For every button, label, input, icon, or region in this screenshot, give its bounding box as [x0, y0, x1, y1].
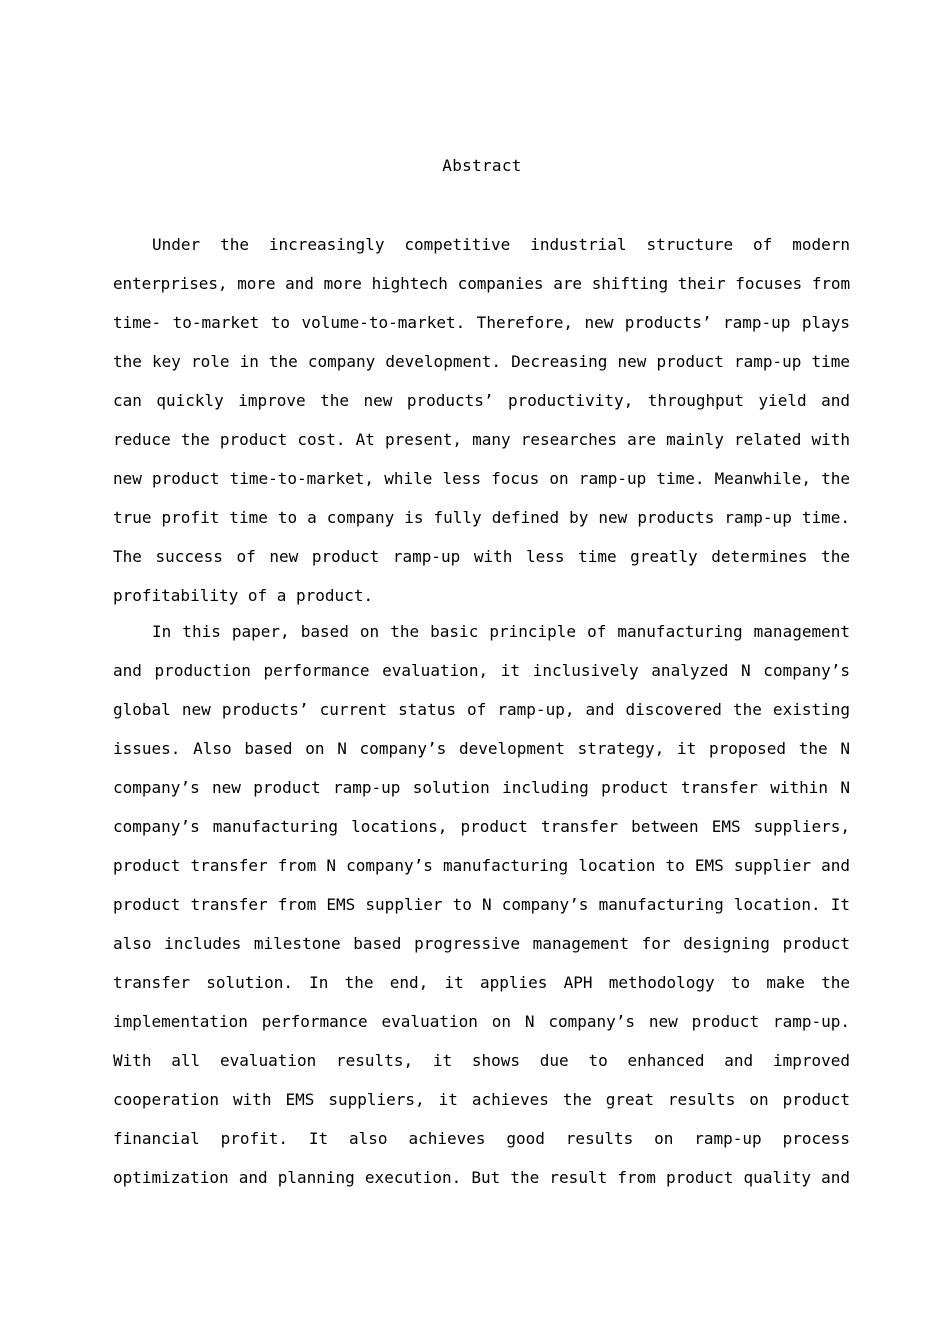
text-line: transfer solution. In the end, it applies APH methodology to make the	[113, 973, 850, 992]
text-line: global new products’ current status of ramp-up, and discovered the existing	[113, 700, 850, 719]
text-line: In this paper, based on the basic principle of manufacturing management	[152, 622, 850, 641]
text-line: optimization and planning execution. But the result from product quality and	[113, 1168, 850, 1187]
text-line: and production performance evaluation, it inclusively analyzed N company’s	[113, 661, 850, 680]
text-line: new product time-to-market, while less focus on ramp-up time. Meanwhile, the	[113, 469, 850, 488]
text-line: the key role in the company development. Decreasing new product ramp-up time	[113, 352, 850, 371]
text-line: With all evaluation results, it shows due to enhanced and improved	[113, 1051, 850, 1070]
text-line: also includes milestone based progressive management for designing product	[113, 934, 850, 953]
text-line: issues. Also based on N company’s development strategy, it proposed the N	[113, 739, 850, 758]
text-line: enterprises, more and more hightech companies are shifting their focuses from	[113, 274, 850, 293]
text-line: financial profit. It also achieves good results on ramp-up process	[113, 1129, 850, 1148]
text-line: product transfer from N company’s manufacturing location to EMS supplier and	[113, 856, 850, 875]
text-line: company’s new product ramp-up solution including product transfer within N	[113, 778, 850, 797]
text-line: cooperation with EMS suppliers, it achieves the great results on product	[113, 1090, 850, 1109]
text-line: profitability of a product.	[113, 586, 374, 605]
text-line: true profit time to a company is fully defined by new products ramp-up time.	[113, 508, 850, 527]
text-line: product transfer from EMS supplier to N company’s manufacturing location. It	[113, 895, 850, 914]
text-line: time- to-market to volume-to-market. Therefore, new products’ ramp-up plays	[113, 313, 850, 332]
page-title: Abstract	[442, 156, 522, 175]
text-line: can quickly improve the new products’ productivity, throughput yield and	[113, 391, 850, 410]
text-line: company’s manufacturing locations, product transfer between EMS suppliers,	[113, 817, 850, 836]
text-line: Under the increasingly competitive industrial structure of modern	[152, 235, 850, 254]
text-line: The success of new product ramp-up with less time greatly determines the	[113, 547, 850, 566]
text-line: implementation performance evaluation on N company’s new product ramp-up.	[113, 1012, 850, 1031]
text-line: reduce the product cost. At present, many researches are mainly related with	[113, 430, 850, 449]
